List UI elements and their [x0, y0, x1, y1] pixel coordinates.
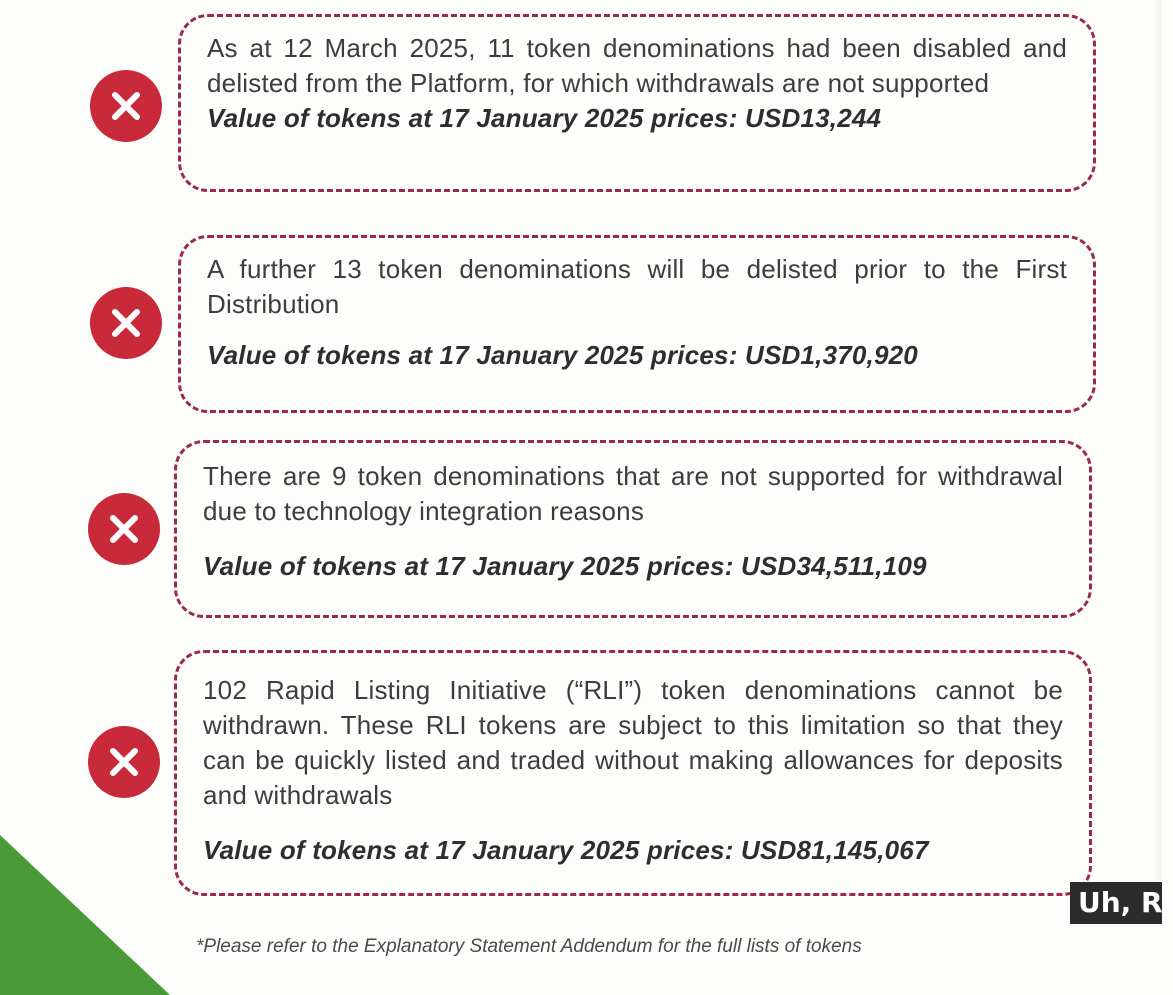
- card-text: 102 Rapid Listing Initiative (“RLI”) token denominations cannot be withdrawn. These RLI tokens are subject to this limitation so that they can be quickly listed and traded without making allowances for deposits and withdrawals: [203, 675, 1063, 810]
- card-value: Value of tokens at 17 January 2025 prices: USD34,511,109: [203, 551, 927, 581]
- card-text: There are 9 token denominations that are not supported for withdrawal due to technology integration reasons: [203, 461, 1063, 526]
- close-icon: [88, 726, 160, 798]
- info-card: [178, 14, 1096, 192]
- close-icon: [88, 493, 160, 565]
- close-icon: [90, 287, 162, 359]
- background-edge: [1152, 0, 1162, 880]
- green-corner-decoration: [0, 835, 170, 995]
- card-value: Value of tokens at 17 January 2025 prices: USD81,145,067: [203, 835, 929, 865]
- info-card: [174, 440, 1092, 618]
- close-icon: [90, 70, 162, 142]
- card-text: As at 12 March 2025, 11 token denominations had been disabled and delisted from the Platform, for which withdrawals are not supported: [207, 33, 1067, 98]
- card-value: Value of tokens at 17 January 2025 prices: USD1,370,920: [207, 340, 918, 370]
- footnote: *Please refer to the Explanatory Statement Addendum for the full lists of tokens: [196, 936, 862, 957]
- card-value: Value of tokens at 17 January 2025 prices: USD13,244: [207, 103, 882, 133]
- info-card: [178, 235, 1096, 413]
- info-card: [174, 650, 1092, 896]
- card-text: A further 13 token denominations will be delisted prior to the First Distribution: [207, 254, 1067, 319]
- video-caption: Uh, RI: [1070, 882, 1162, 924]
